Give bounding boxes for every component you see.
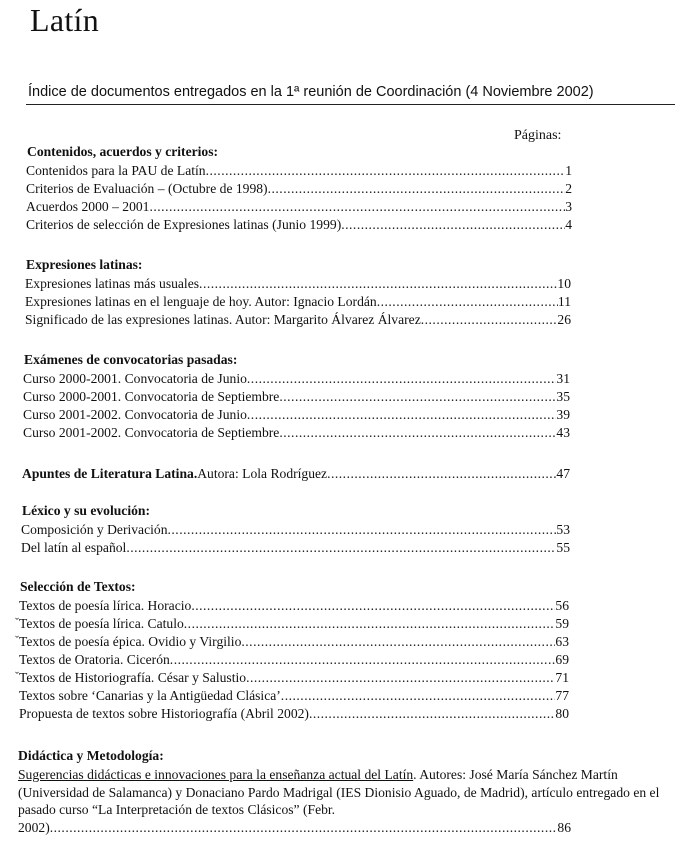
- entry-title: Curso 2000-2001. Convocatoria de Junio: [23, 371, 247, 386]
- index-entry: [23, 424, 570, 442]
- index-entry: [25, 275, 571, 293]
- index-subtitle: Índice de documentos entregados en la 1ª reunión de Coordinación (4 Noviembre 2002): [28, 84, 594, 100]
- index-entry: [21, 539, 570, 557]
- entry-page: 71: [555, 670, 569, 685]
- entry-page: 77: [555, 688, 569, 703]
- entry-title: Composición y Derivación: [21, 522, 168, 537]
- index-entry: [26, 180, 572, 198]
- leader-dots: [247, 370, 557, 388]
- leader-dots: [281, 687, 556, 705]
- entry-page: 56: [555, 598, 569, 613]
- leader-dots: [309, 705, 555, 723]
- leader-dots: [199, 275, 557, 293]
- article-last-line: [18, 819, 571, 837]
- entry-page: 43: [556, 425, 570, 440]
- didactica-paragraph: [18, 766, 673, 836]
- index-entry: [25, 293, 571, 311]
- section-heading-apuntes: Apuntes de Literatura Latina.: [22, 466, 198, 481]
- index-entry: [25, 311, 571, 329]
- index-entry: [19, 687, 569, 705]
- entry-page: 47: [556, 466, 570, 481]
- leader-dots: [341, 216, 565, 234]
- subtitle-underline: [26, 104, 675, 105]
- entry-page: 26: [557, 312, 571, 327]
- leader-dots: [184, 615, 556, 633]
- leader-dots: [168, 521, 557, 539]
- entry-page: 31: [556, 371, 570, 386]
- entry-title: Curso 2001-2002. Convocatoria de Septiembre: [23, 425, 280, 440]
- entry-title: Contenidos para la PAU de Latín: [26, 163, 206, 178]
- entry-page: 39: [556, 407, 570, 422]
- section-heading-examenes: Exámenes de convocatorias pasadas:: [24, 352, 238, 367]
- leader-dots: [191, 597, 555, 615]
- entry-title: Textos de poesía épica. Ovidio y Virgilio: [19, 634, 242, 649]
- entry-title: Curso 2001-2002. Convocatoria de Junio: [23, 407, 247, 422]
- entry-title: Significado de las expresiones latinas. Autor: Margarito Álvarez Álvarez: [25, 312, 421, 327]
- index-entry: [19, 651, 569, 669]
- entry-title: Criterios de Evaluación – (Octubre de 1998): [26, 181, 268, 196]
- entry-page: 69: [555, 652, 569, 667]
- leader-dots: [170, 651, 556, 669]
- index-entry: [23, 406, 570, 424]
- index-entry: [26, 198, 572, 216]
- leader-dots: [421, 311, 558, 329]
- section-heading-didactica: Didáctica y Metodología:: [18, 748, 164, 763]
- entry-title: Expresiones latinas más usuales: [25, 276, 200, 291]
- index-entry: [26, 162, 572, 180]
- entry-page: 3: [565, 199, 572, 214]
- entry-page: 86: [557, 819, 571, 835]
- leader-dots: [149, 198, 565, 216]
- leader-dots: [241, 633, 555, 651]
- index-entry: [19, 615, 569, 633]
- index-entry: [23, 388, 570, 406]
- section-heading-expresiones: Expresiones latinas:: [26, 257, 143, 272]
- entry-page: 53: [556, 522, 570, 537]
- entry-page: 4: [565, 217, 572, 232]
- leader-dots: [327, 465, 556, 483]
- index-entry: [19, 705, 569, 723]
- index-entry-apuntes: [22, 465, 570, 483]
- entry-title: Textos sobre ‘Canarias y la Antigüedad Clásica’: [19, 688, 281, 703]
- leader-dots: [279, 424, 556, 442]
- entry-title: Propuesta de textos sobre Historiografía (Abril 2002): [19, 706, 309, 721]
- leader-dots: [206, 162, 566, 180]
- pages-column-label: Páginas:: [514, 128, 562, 143]
- entry-title: Textos de poesía lírica. Horacio: [19, 598, 192, 613]
- entry-title: Textos de Oratoria. Cicerón: [19, 652, 170, 667]
- entry-title: Criterios de selección de Expresiones latinas (Junio 1999): [26, 217, 342, 232]
- entry-page: 80: [555, 706, 569, 721]
- section-heading-lexico: Léxico y su evolución:: [22, 503, 151, 518]
- index-entry: [26, 216, 572, 234]
- entry-title: Acuerdos 2000 – 2001: [26, 199, 150, 214]
- entry-page: 55: [556, 540, 570, 555]
- entry-page: 59: [555, 616, 569, 631]
- page-title: Latín: [30, 2, 100, 38]
- section-heading-textos: Selección de Textos:: [20, 579, 136, 594]
- check-mark-icon: ˇ: [15, 669, 19, 683]
- article-description: . Autores: José María Sánchez Martín (Universidad de Salamanca) y Donaciano Pardo Madrigal (IES Dionisio Aguado, de Madrid), artículo entregado en el pasado curso “La Interpretación de textos Clásicos” (Febr.: [18, 767, 660, 817]
- check-mark-icon: ˇ: [15, 633, 19, 647]
- article-title: Sugerencias didácticas e innovaciones para la enseñanza actual del Latín: [18, 767, 414, 782]
- check-mark-icon: ˇ: [15, 615, 19, 629]
- entry-page: 10: [557, 276, 571, 291]
- entry-page: 11: [557, 294, 571, 309]
- entry-title: Curso 2000-2001. Convocatoria de Septiembre: [23, 389, 280, 404]
- index-entry: [19, 669, 569, 687]
- entry-page: 2: [565, 181, 572, 196]
- leader-dots: [377, 293, 558, 311]
- leader-dots: [268, 180, 566, 198]
- index-entry: [23, 370, 570, 388]
- entry-title: Textos de Historiografía. César y Salustio: [19, 670, 247, 685]
- entry-title: Expresiones latinas en el lenguaje de hoy. Autor: Ignacio Lordán: [25, 294, 377, 309]
- index-entry: [19, 633, 569, 651]
- entry-title: Textos de poesía lírica. Catulo: [19, 616, 184, 631]
- section-heading-contenidos: Contenidos, acuerdos y criterios:: [27, 144, 219, 159]
- entry-title: Del latín al español: [21, 540, 127, 555]
- leader-dots: [247, 406, 557, 424]
- leader-dots: [50, 819, 558, 837]
- leader-dots: [279, 388, 556, 406]
- leader-dots: [246, 669, 555, 687]
- article-date: 2002): [18, 819, 50, 835]
- entry-page: 1: [565, 163, 572, 178]
- entry-page: 35: [556, 389, 570, 404]
- entry-author: Autora: Lola Rodríguez: [197, 466, 328, 481]
- index-entry: [19, 597, 569, 615]
- entry-page: 63: [555, 634, 569, 649]
- leader-dots: [126, 539, 556, 557]
- index-entry: [21, 521, 570, 539]
